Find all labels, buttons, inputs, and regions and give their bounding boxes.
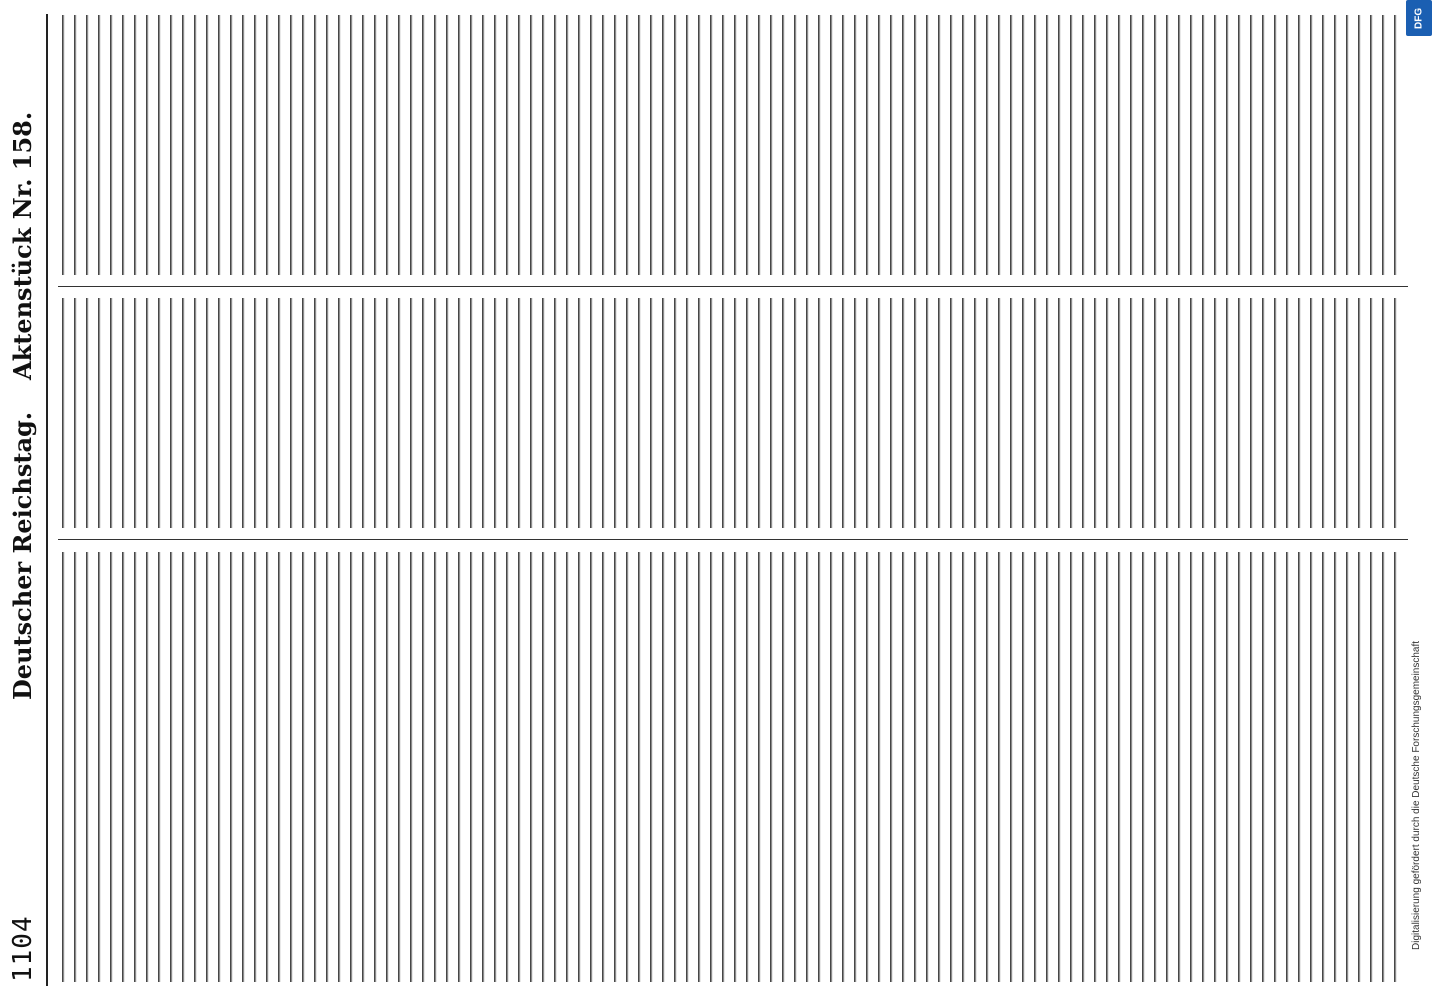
header-rule xyxy=(46,14,48,986)
page-number: 1104 xyxy=(8,915,38,982)
text-column-left xyxy=(62,552,1402,982)
dfg-badge: DFG xyxy=(1406,0,1432,36)
column-divider xyxy=(58,286,1408,287)
publication-title: Deutscher Reichstag. xyxy=(8,411,37,700)
text-column-right xyxy=(62,15,1402,275)
issue-label: Aktenstück Nr. 158. xyxy=(8,111,37,380)
page-header xyxy=(0,0,70,1000)
text-block xyxy=(62,298,1402,528)
text-block xyxy=(62,552,1402,982)
column-divider xyxy=(58,539,1408,540)
text-column-middle xyxy=(62,298,1402,528)
digitization-note: Digitalisierung gefördert durch die Deutsche Forschungsgemeinschaft xyxy=(1411,640,1422,950)
text-block xyxy=(62,15,1402,275)
